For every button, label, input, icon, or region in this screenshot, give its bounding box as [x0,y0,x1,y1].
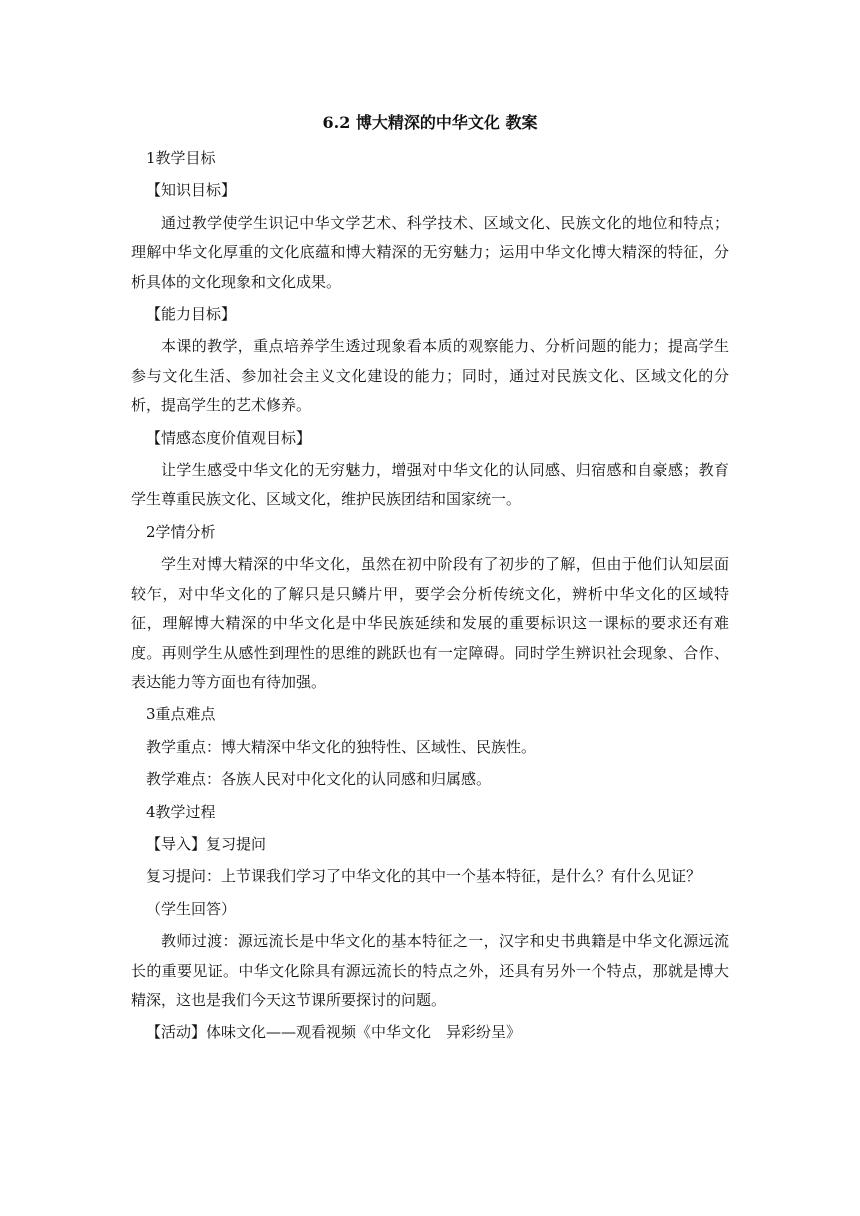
subheading-introduction: 【导入】复习提问 [146,834,267,853]
paragraph-difficulty: 教学难点：各族人民对中化文化的认同感和归属感。 [146,770,492,789]
document-body [131,108,729,1048]
paragraph-key-point: 教学重点：博大精深中华文化的独特性、区域性、民族性。 [146,737,537,756]
section-heading-key-difficult-points: 3重点难点 [146,705,216,724]
paragraph-knowledge-goals: 通过教学使学生识记中华文学艺术、科学技术、区域文化、民族文化的地位和特点；理解中华文化厚重的文化底蕴和博大精深的无穷魅力；运用中华文化博大精深的特征，分析具体的文化现象和文化成果。 [131,213,729,291]
section-heading-teaching-process: 4教学过程 [146,802,216,821]
section-heading-student-analysis: 2学情分析 [146,522,216,541]
paragraph-student-answer: （学生回答） [146,899,237,918]
paragraph-teacher-transition: 教师过渡：源远流长是中华文化的基本特征之一，汉字和史书典籍是中华文化源远流长的重要见证。中华文化除具有源远流长的特点之外，还具有另外一个特点，那就是博大精深，这也是我们今天这节课所要探讨的问题。 [131,932,729,1009]
section-heading-teaching-goals: 1教学目标 [146,149,216,167]
paragraph-emotion-goals: 让学生感受中华文化的无穷魅力，增强对中华文化的认同感、归宿感和自豪感；教育学生尊重民族文化、区域文化，维护民族团结和国家统一。 [131,461,729,509]
page-title: 6.2 博大精深的中华文化 教案 [322,113,538,132]
paragraph-student-analysis: 学生对博大精深的中华文化，虽然在初中阶段有了初步的了解，但由于他们认知层面较乍，对中华文化的了解只是只鳞片甲，要学会分析传统文化，辨析中华文化的区域特征，理解博大精深的中华文化是中华民族延续和发展的重要标识这一课标的要求还有难度。再则学生从感性到理性的思维的跳跃也有一定障碍。同时学生辨识社会现象、合作、表达能力等方面也有待加强。 [131,555,729,691]
subheading-emotion-goals: 【情感态度价值观目标】 [146,428,312,447]
paragraph-review-question: 复习提问：上节课我们学习了中华文化的其中一个基本特征，是什么？有什么见证？ [146,867,702,886]
subheading-knowledge-goals: 【知识目标】 [146,181,237,200]
paragraph-ability-goals: 本课的教学，重点培养学生透过现象看本质的观察能力、分析问题的能力；提高学生参与文化生活、参加社会主义文化建设的能力；同时，通过对民族文化、区域文化的分析，提高学生的艺术修养。 [131,337,729,415]
subheading-ability-goals: 【能力目标】 [146,305,237,324]
subheading-activity: 【活动】体味文化——观看视频《中华文化 异彩纷呈》 [146,1023,522,1042]
